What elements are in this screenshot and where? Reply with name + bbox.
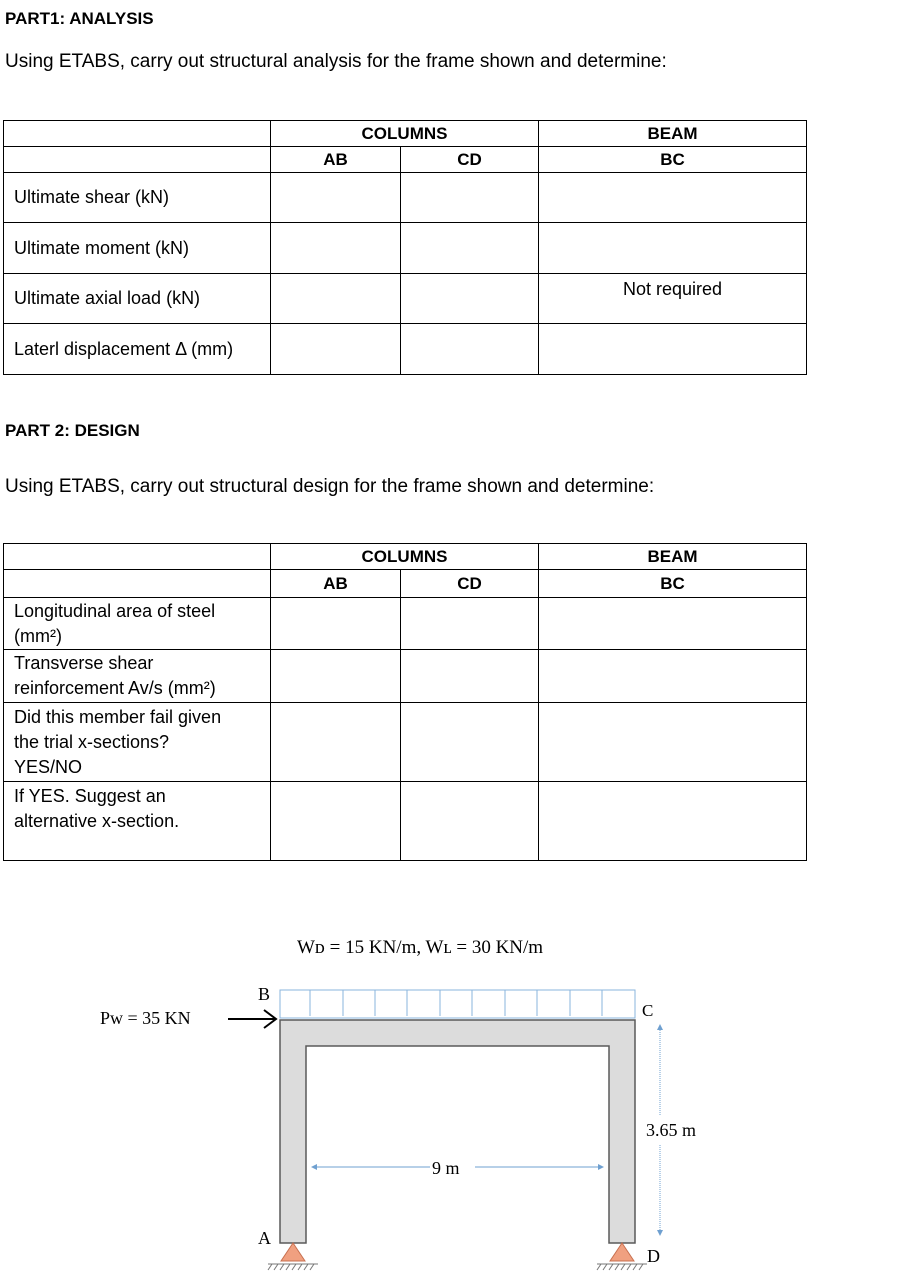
cell-bc — [539, 598, 807, 650]
analysis-beam-bc: BC — [539, 147, 807, 173]
cell-cd — [401, 650, 539, 703]
wind-load-label: Pw = 35 KN — [100, 1008, 191, 1028]
cell-cd — [401, 223, 539, 274]
row-label-line: YES/NO — [14, 756, 83, 777]
row-label — [4, 703, 271, 782]
row-label: Ultimate shear (kN) — [4, 173, 271, 223]
part2-heading: PART 2: DESIGN — [5, 421, 140, 440]
cell-bc — [539, 703, 807, 782]
cell-bc: Not required — [539, 274, 807, 324]
distributed-load — [280, 990, 635, 1018]
row-label: Laterl displacement Δ (mm) — [4, 324, 271, 375]
row-label: Ultimate moment (kN) — [4, 223, 271, 274]
table-row — [4, 173, 807, 223]
table-row — [4, 703, 807, 782]
design-header-blank — [4, 544, 271, 570]
design-subheader-blank — [4, 570, 271, 598]
node-c-label: C — [642, 1001, 654, 1020]
table-row — [4, 650, 807, 703]
table-row — [4, 324, 807, 375]
row-label-line: reinforcement Av/s (mm²) — [14, 678, 216, 698]
cell-ab — [271, 324, 401, 375]
analysis-col-ab: AB — [271, 147, 401, 173]
table-row — [4, 598, 807, 650]
row-label-line: alternative x-section. — [14, 811, 180, 831]
row-label-line: If YES. Suggest an — [14, 786, 166, 806]
design-col-ab: AB — [271, 570, 401, 598]
design-table — [3, 543, 807, 861]
analysis-table — [3, 120, 807, 375]
row-label — [4, 650, 271, 703]
cell-cd — [401, 598, 539, 650]
design-beam-bc: BC — [539, 570, 807, 598]
design-beam-header: BEAM — [539, 544, 807, 570]
part1-heading: PART1: ANALYSIS — [5, 9, 154, 28]
table-row — [4, 274, 807, 324]
node-a-label: A — [258, 1228, 271, 1248]
cell-bc — [539, 223, 807, 274]
row-label — [4, 782, 271, 861]
span-label: 9 m — [432, 1158, 460, 1178]
wind-load-arrow — [228, 1010, 276, 1028]
design-columns-header: COLUMNS — [271, 544, 539, 570]
cell-ab — [271, 782, 401, 861]
frame-outline — [280, 1020, 635, 1243]
cell-bc — [539, 173, 807, 223]
frame-diagram — [0, 900, 911, 1272]
cell-bc — [539, 324, 807, 375]
cell-ab — [271, 650, 401, 703]
design-col-cd: CD — [401, 570, 539, 598]
cell-ab — [271, 223, 401, 274]
row-label — [4, 598, 271, 650]
row-label-line: (mm²) — [14, 625, 62, 646]
part1-intro: Using ETABS, carry out structural analysis for the frame shown and determine: — [5, 51, 667, 72]
load-label: Wᴅ = 15 KN/m, Wʟ = 30 KN/m — [297, 937, 544, 958]
row-label-line: Longitudinal area of steel — [14, 600, 216, 621]
row-label-line: Did this member fail given — [14, 706, 222, 727]
cell-cd — [401, 173, 539, 223]
analysis-columns-header: COLUMNS — [271, 121, 539, 147]
table-row — [4, 782, 807, 861]
cell-cd — [401, 782, 539, 861]
analysis-col-cd: CD — [401, 147, 539, 173]
analysis-header-blank — [4, 121, 271, 147]
cell-ab — [271, 598, 401, 650]
cell-ab — [271, 173, 401, 223]
node-d-label: D — [647, 1246, 660, 1266]
cell-cd — [401, 703, 539, 782]
row-label: Ultimate axial load (kN) — [4, 274, 271, 324]
height-label: 3.65 m — [646, 1120, 697, 1140]
cell-cd — [401, 324, 539, 375]
table-row — [4, 223, 807, 274]
part2-intro: Using ETABS, carry out structural design for the frame shown and determine: — [5, 476, 655, 497]
cell-bc — [539, 782, 807, 861]
node-b-label: B — [258, 984, 271, 1004]
cell-bc — [539, 650, 807, 703]
pin-support-d — [597, 1243, 647, 1270]
cell-ab — [271, 274, 401, 324]
cell-cd — [401, 274, 539, 324]
cell-ab — [271, 703, 401, 782]
analysis-beam-header: BEAM — [539, 121, 807, 147]
row-label-line: Transverse shear — [14, 653, 154, 673]
analysis-subheader-blank — [4, 147, 271, 173]
row-label-line: the trial x-sections? — [14, 731, 170, 752]
pin-support-a — [268, 1243, 318, 1270]
